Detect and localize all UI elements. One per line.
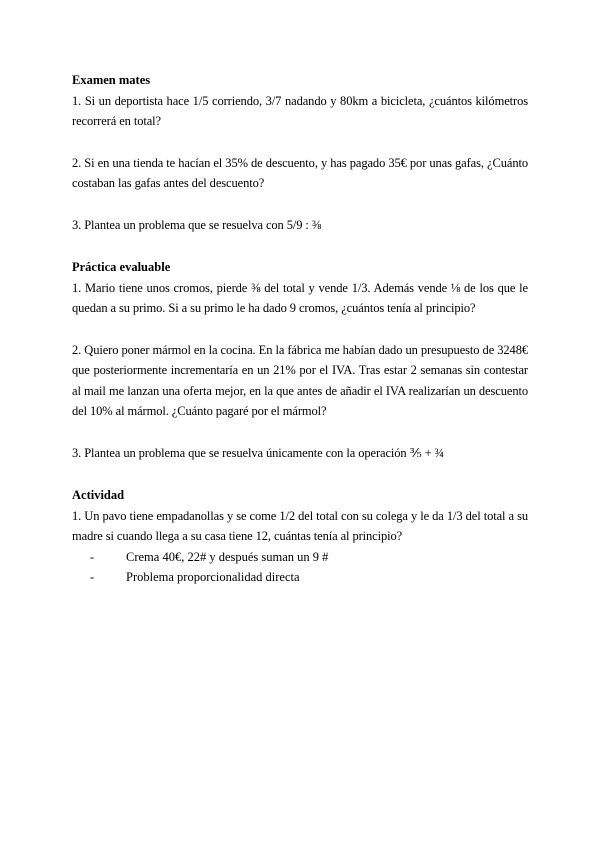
problem-1: 1. Un pavo tiene empadanollas y se come 1/2 del total con su colega y le da 1/3 del total a su madre si cuando llega a su casa tiene 12, cuántas tenía al principio?: [72, 508, 528, 543]
bullet-list: [72, 547, 528, 588]
problem-3: 3. Plantea un problema que se resuelva con 5/9 : ⅜: [72, 217, 322, 232]
section-title: Examen mates: [72, 73, 151, 87]
dash-marker: -: [90, 549, 95, 564]
list-item: [90, 547, 528, 568]
problem-1: 1. Mario tiene unos cromos, pierde ⅜ del total y vende 1/3. Además vende ⅛ de los que le quedan a su primo. Si a su primo le ha dado 9 cromos, ¿cuántos tenía al principio?: [72, 280, 528, 315]
problem-2: 2. Quiero poner mármol en la cocina. En la fábrica me habían dado un presupuesto de 3248€ que posteriormente incrementaría en un 21% por el IVA. Tras estar 2 semanas sin contestar al mail me lanzan una oferta mejor, en la que antes de añadir el IVA realizarían un descuento del 10% al mármol. ¿Cuánto pagaré por el mármol?: [72, 342, 528, 418]
problem-2: 2. Si en una tienda te hacían el 35% de descuento, y has pagado 35€ por unas gafas, ¿Cuánto costaban las gafas antes del descuento?: [72, 155, 528, 190]
section-title: Actividad: [72, 488, 125, 502]
list-item-text: Crema 40€, 22# y después suman un 9 #: [126, 549, 329, 564]
document-page: [72, 70, 528, 588]
section-practica-evaluable: [72, 257, 528, 463]
list-item-text: Problema proporcionalidad directa: [126, 570, 300, 584]
list-item: [90, 567, 528, 588]
section-examen-mates: [72, 70, 528, 235]
section-actividad: [72, 485, 528, 588]
problem-3: 3. Plantea un problema que se resuelva únicamente con la operación ⅗ + ¾: [72, 445, 444, 460]
dash-marker: -: [90, 570, 95, 584]
problem-1: 1. Si un deportista hace 1/5 corriendo, 3/7 nadando y 80km a bicicleta, ¿cuántos kilómetros recorrerá en total?: [72, 93, 528, 128]
section-title: Práctica evaluable: [72, 260, 171, 274]
